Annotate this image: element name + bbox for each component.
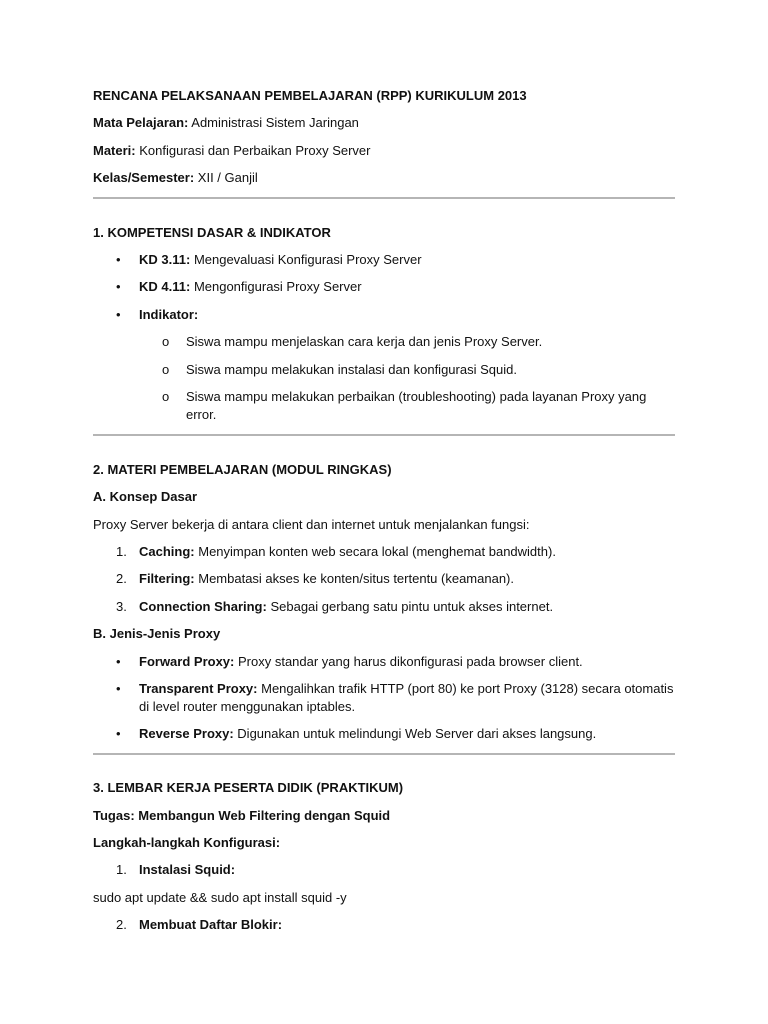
kd-label: KD 4.11: xyxy=(139,279,191,294)
function-text: Membatasi akses ke konten/situs tertentu (keamanan). xyxy=(198,571,514,586)
class-line xyxy=(93,170,258,186)
section-heading-1: 1. KOMPETENSI DASAR & INDIKATOR xyxy=(93,225,331,240)
step-label: Instalasi Squid: xyxy=(139,862,236,877)
divider xyxy=(93,434,675,436)
subheading-konsep-dasar: A. Konsep Dasar xyxy=(93,489,198,504)
function-text: Menyimpan konten web secara lokal (menghemat bandwidth). xyxy=(198,544,556,559)
class-label: Kelas/Semester: xyxy=(93,170,195,185)
bullet-icon: • xyxy=(116,307,121,322)
function-label: Connection Sharing: xyxy=(139,599,267,614)
divider xyxy=(93,197,675,199)
material-label: Materi: xyxy=(93,143,136,158)
proxy-type-item xyxy=(139,681,673,697)
class-value: XII / Ganjil xyxy=(197,170,258,185)
kd-value: Mengevaluasi Konfigurasi Proxy Server xyxy=(193,252,422,267)
list-number: 1. xyxy=(116,544,127,559)
proxy-type-item xyxy=(139,654,583,670)
section-heading-3: 3. LEMBAR KERJA PESERTA DIDIK (PRAKTIKUM) xyxy=(93,780,404,795)
proxy-type-label: Forward Proxy: xyxy=(139,654,235,669)
bullet-icon: • xyxy=(116,654,121,669)
indikator-label: Indikator: xyxy=(139,307,199,322)
bullet-icon: • xyxy=(116,279,121,294)
indicator-item: Siswa mampu melakukan perbaikan (troubleshooting) pada layanan Proxy yang xyxy=(186,389,647,404)
kd-label: KD 3.11: xyxy=(139,252,191,267)
kd-item-2 xyxy=(139,279,362,295)
kd-value: Mengonfigurasi Proxy Server xyxy=(193,279,362,294)
material-line xyxy=(93,143,370,159)
kd-item-1 xyxy=(139,252,422,268)
proxy-type-label: Reverse Proxy: xyxy=(139,726,234,741)
proxy-type-continuation: di level router menggunakan iptables. xyxy=(139,699,356,714)
install-command: sudo apt update && sudo apt install squid -y xyxy=(93,890,347,905)
list-number: 3. xyxy=(116,599,127,614)
bullet-icon: • xyxy=(116,681,121,696)
function-text: Sebagai gerbang satu pintu untuk akses internet. xyxy=(270,599,554,614)
material-value: Konfigurasi dan Perbaikan Proxy Server xyxy=(139,143,371,158)
subject-label: Mata Pelajaran: xyxy=(93,115,189,130)
function-item xyxy=(139,599,553,615)
subject-value: Administrasi Sistem Jaringan xyxy=(191,115,359,130)
proxy-type-label: Transparent Proxy: xyxy=(139,681,258,696)
task-heading: Tugas: Membangun Web Filtering dengan Squid xyxy=(93,808,391,823)
proxy-type-text: Proxy standar yang harus dikonfigurasi pada browser client. xyxy=(237,654,583,669)
bullet-icon: • xyxy=(116,726,121,741)
subject-line xyxy=(93,115,359,131)
konsep-intro: Proxy Server bekerja di antara client dan internet untuk menjalankan fungsi: xyxy=(93,517,530,532)
list-number: 2. xyxy=(116,571,127,586)
function-item xyxy=(139,571,514,587)
function-label: Filtering: xyxy=(139,571,195,586)
indicator-item-continuation: error. xyxy=(186,407,217,422)
sub-bullet-icon: o xyxy=(162,334,170,349)
subheading-jenis-proxy: B. Jenis-Jenis Proxy xyxy=(93,626,221,641)
proxy-type-text: Digunakan untuk melindungi Web Server dari akses langsung. xyxy=(237,726,597,741)
indicator-item: Siswa mampu melakukan instalasi dan konfigurasi Squid. xyxy=(186,362,517,377)
proxy-type-item xyxy=(139,726,596,742)
section-heading-2: 2. MATERI PEMBELAJARAN (MODUL RINGKAS) xyxy=(93,462,392,477)
proxy-type-text: Mengalihkan trafik HTTP (port 80) ke port Proxy (3128) secara otomatis xyxy=(261,681,674,696)
document-title: RENCANA PELAKSANAAN PEMBELAJARAN (RPP) KURIKULUM 2013 xyxy=(93,88,527,103)
indicator-item: Siswa mampu menjelaskan cara kerja dan jenis Proxy Server. xyxy=(186,334,543,349)
function-label: Caching: xyxy=(139,544,195,559)
step-label: Membuat Daftar Blokir: xyxy=(139,917,283,932)
list-number: 2. xyxy=(116,917,127,932)
divider xyxy=(93,753,675,755)
sub-bullet-icon: o xyxy=(162,362,170,377)
sub-bullet-icon: o xyxy=(162,389,170,404)
list-number: 1. xyxy=(116,862,127,877)
steps-heading: Langkah-langkah Konfigurasi: xyxy=(93,835,281,850)
function-item xyxy=(139,544,556,560)
bullet-icon: • xyxy=(116,252,121,267)
